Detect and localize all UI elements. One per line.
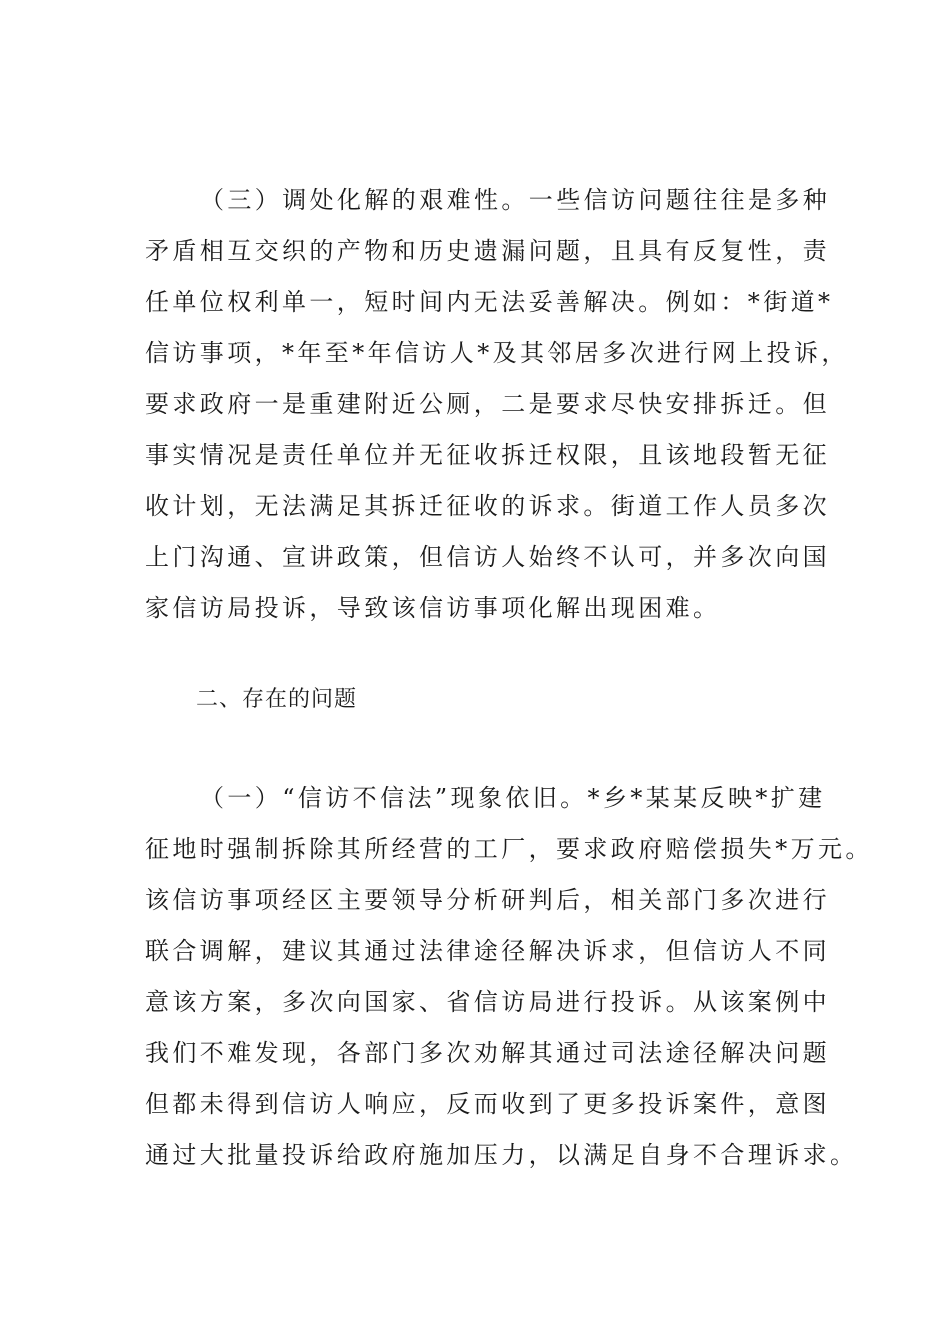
paragraph-line: 意该方案，多次向国家、省信访局进行投诉。从该案例中 xyxy=(145,988,830,1016)
paragraph-line: 我们不难发现，各部门多次劝解其通过司法途径解决问题 xyxy=(145,1039,830,1067)
paragraph-line: 联合调解，建议其通过法律途径解决诉求，但信访人不同 xyxy=(145,937,830,965)
paragraph-line: 上门沟通、宣讲政策，但信访人始终不认可，并多次向国 xyxy=(145,543,830,571)
paragraph-line: （三）调处化解的艰难性。一些信访问题往往是多种 xyxy=(200,186,831,214)
paragraph-line: 征地时强制拆除其所经营的工厂，要求政府赔偿损失*万元。 xyxy=(145,835,873,863)
section-heading: 二、存在的问题 xyxy=(196,687,358,712)
paragraph-line: 但都未得到信访人响应，反而收到了更多投诉案件，意图 xyxy=(145,1090,830,1118)
paragraph-line: 矛盾相互交织的产物和历史遗漏问题，且具有反复性，责 xyxy=(145,237,830,265)
paragraph-line: 家信访局投诉，导致该信访事项化解出现困难。 xyxy=(145,594,721,622)
paragraph-line: 要求政府一是重建附近公厕，二是要求尽快安排拆迁。但 xyxy=(145,390,830,418)
paragraph-line: （一）“信访不信法”现象依旧。*乡*某某反映*扩建 xyxy=(200,784,826,812)
paragraph-line: 收计划，无法满足其拆迁征收的诉求。街道工作人员多次 xyxy=(145,492,830,520)
paragraph-line: 该信访事项经区主要领导分析研判后，相关部门多次进行 xyxy=(145,886,830,914)
paragraph-line: 通过大批量投诉给政府施加压力，以满足自身不合理诉求。 xyxy=(145,1141,858,1169)
paragraph-line: 任单位权利单一，短时间内无法妥善解决。例如：*街道* xyxy=(145,288,834,316)
paragraph-line: 信访事项，*年至*年信访人*及其邻居多次进行网上投诉， xyxy=(145,339,849,367)
paragraph-line: 事实情况是责任单位并无征收拆迁权限，且该地段暂无征 xyxy=(145,441,830,469)
